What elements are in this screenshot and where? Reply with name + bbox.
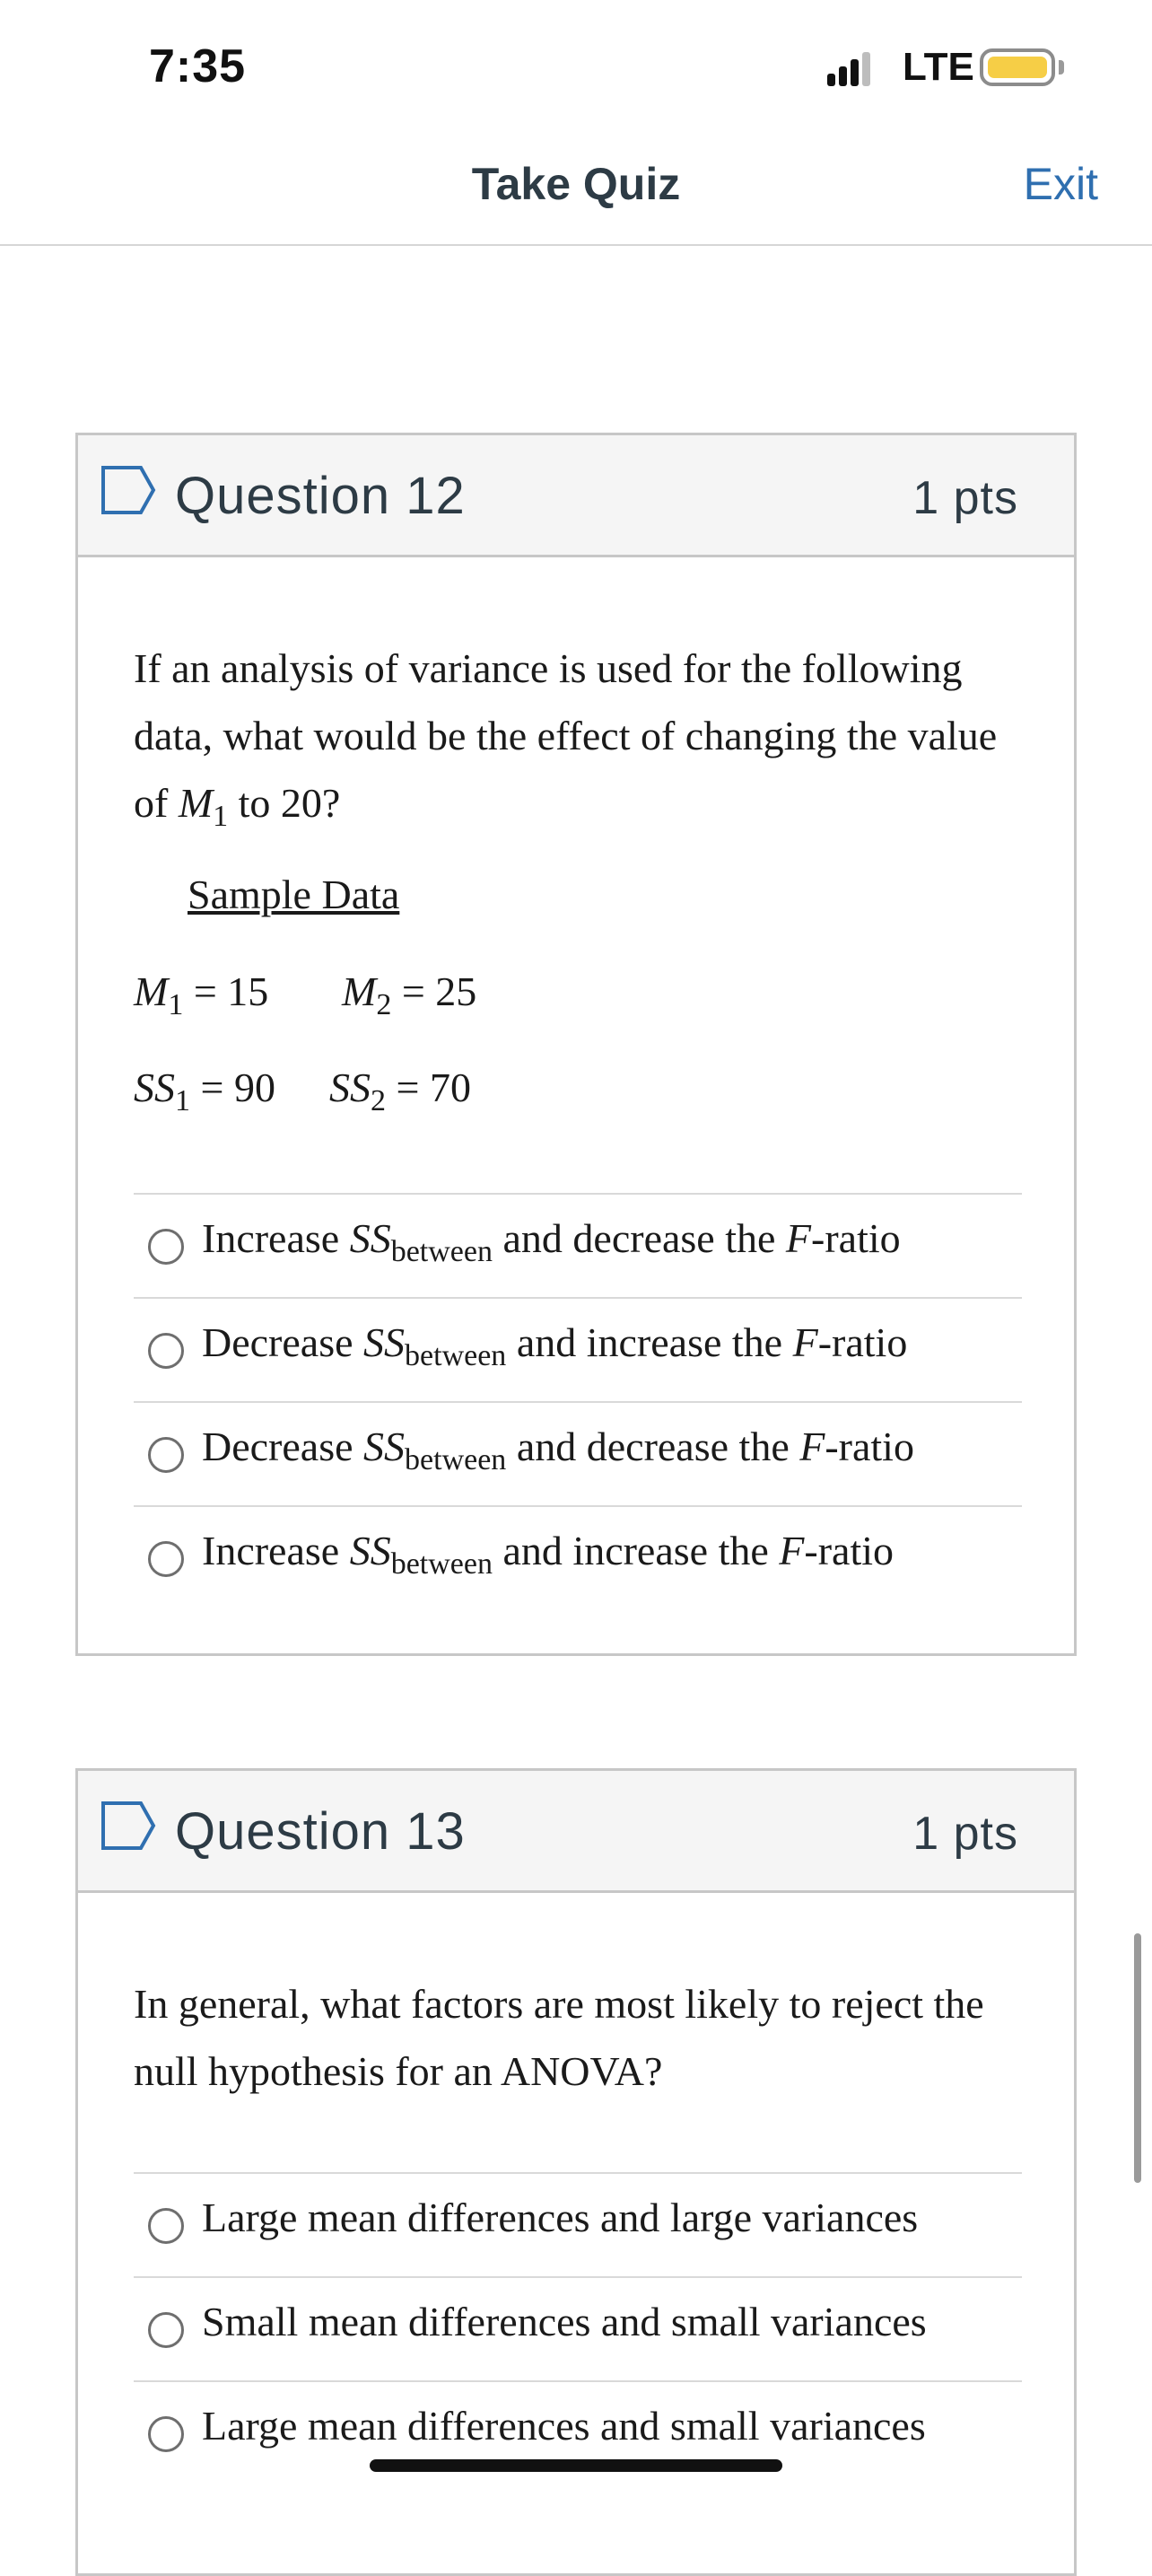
question-points: 1 pts bbox=[912, 472, 1018, 524]
sample-m2: $M_2 = 25$ bbox=[342, 968, 477, 1021]
status-time: 7:35 bbox=[149, 40, 247, 92]
signal-icon bbox=[827, 50, 870, 86]
sample-ss1: $SS_1 = 90$ bbox=[134, 1065, 275, 1117]
question-card-12 bbox=[75, 433, 1077, 1656]
radio-button[interactable] bbox=[148, 1333, 184, 1369]
sample-m1: $M_1 = 15$ bbox=[134, 968, 269, 1021]
sample-ss2: $SS_2 = 70$ bbox=[329, 1065, 471, 1117]
flag-question-icon[interactable] bbox=[100, 1800, 157, 1852]
question-header bbox=[78, 1771, 1074, 1893]
question-text: In general, what factors are most likely to reject the null hypothesis for an ANOVA? bbox=[134, 1981, 984, 2094]
radio-button[interactable] bbox=[148, 1229, 184, 1265]
answer-option[interactable] bbox=[134, 2276, 1022, 2380]
answer-label: Decrease $SS_{between}$ and increase the F-ratio bbox=[202, 1319, 908, 1372]
answer-label: Small mean differences and small variances bbox=[202, 2299, 927, 2344]
answer-label: Large mean differences and large variances bbox=[202, 2195, 919, 2240]
question-title: Question 13 bbox=[175, 1802, 466, 1861]
scrollbar[interactable] bbox=[1134, 1933, 1141, 2183]
answer-option[interactable] bbox=[134, 1505, 1022, 1609]
question-card-13 bbox=[75, 1768, 1077, 2576]
answer-list bbox=[134, 1193, 1022, 1609]
question-header bbox=[78, 435, 1074, 557]
radio-button[interactable] bbox=[148, 1541, 184, 1577]
question-text: If an analysis of variance is used for the following data, what would be the effect of changing the value of $M_1$ to 20? bbox=[134, 645, 998, 833]
answer-option[interactable] bbox=[134, 1193, 1022, 1297]
question-title: Question 12 bbox=[175, 467, 466, 525]
radio-button[interactable] bbox=[148, 2208, 184, 2244]
answer-label: Increase $SS_{between}$ and increase the F-ratio bbox=[202, 1528, 895, 1581]
answer-label: Decrease $SS_{between}$ and decrease the F-ratio bbox=[202, 1424, 914, 1476]
page-title: Take Quiz bbox=[471, 159, 681, 209]
question-points: 1 pts bbox=[912, 1808, 1018, 1860]
radio-button[interactable] bbox=[148, 2416, 184, 2452]
sample-data-title: Sample Data bbox=[188, 872, 400, 917]
flag-question-icon[interactable] bbox=[100, 464, 157, 516]
radio-button[interactable] bbox=[148, 2312, 184, 2348]
answer-option[interactable] bbox=[134, 1401, 1022, 1505]
exit-button[interactable]: Exit bbox=[1023, 159, 1098, 209]
battery-icon bbox=[980, 48, 1055, 86]
answer-option[interactable] bbox=[134, 1297, 1022, 1401]
header-divider bbox=[0, 244, 1152, 246]
radio-button[interactable] bbox=[148, 1437, 184, 1473]
home-indicator[interactable] bbox=[370, 2459, 782, 2472]
answer-label: Large mean differences and small variances bbox=[202, 2403, 926, 2449]
battery-tip bbox=[1059, 60, 1064, 74]
answer-list bbox=[134, 2172, 1022, 2484]
network-type: LTE bbox=[903, 45, 974, 89]
answer-option[interactable] bbox=[134, 2172, 1022, 2276]
answer-label: Increase $SS_{between}$ and decrease the F-ratio bbox=[202, 1215, 901, 1268]
